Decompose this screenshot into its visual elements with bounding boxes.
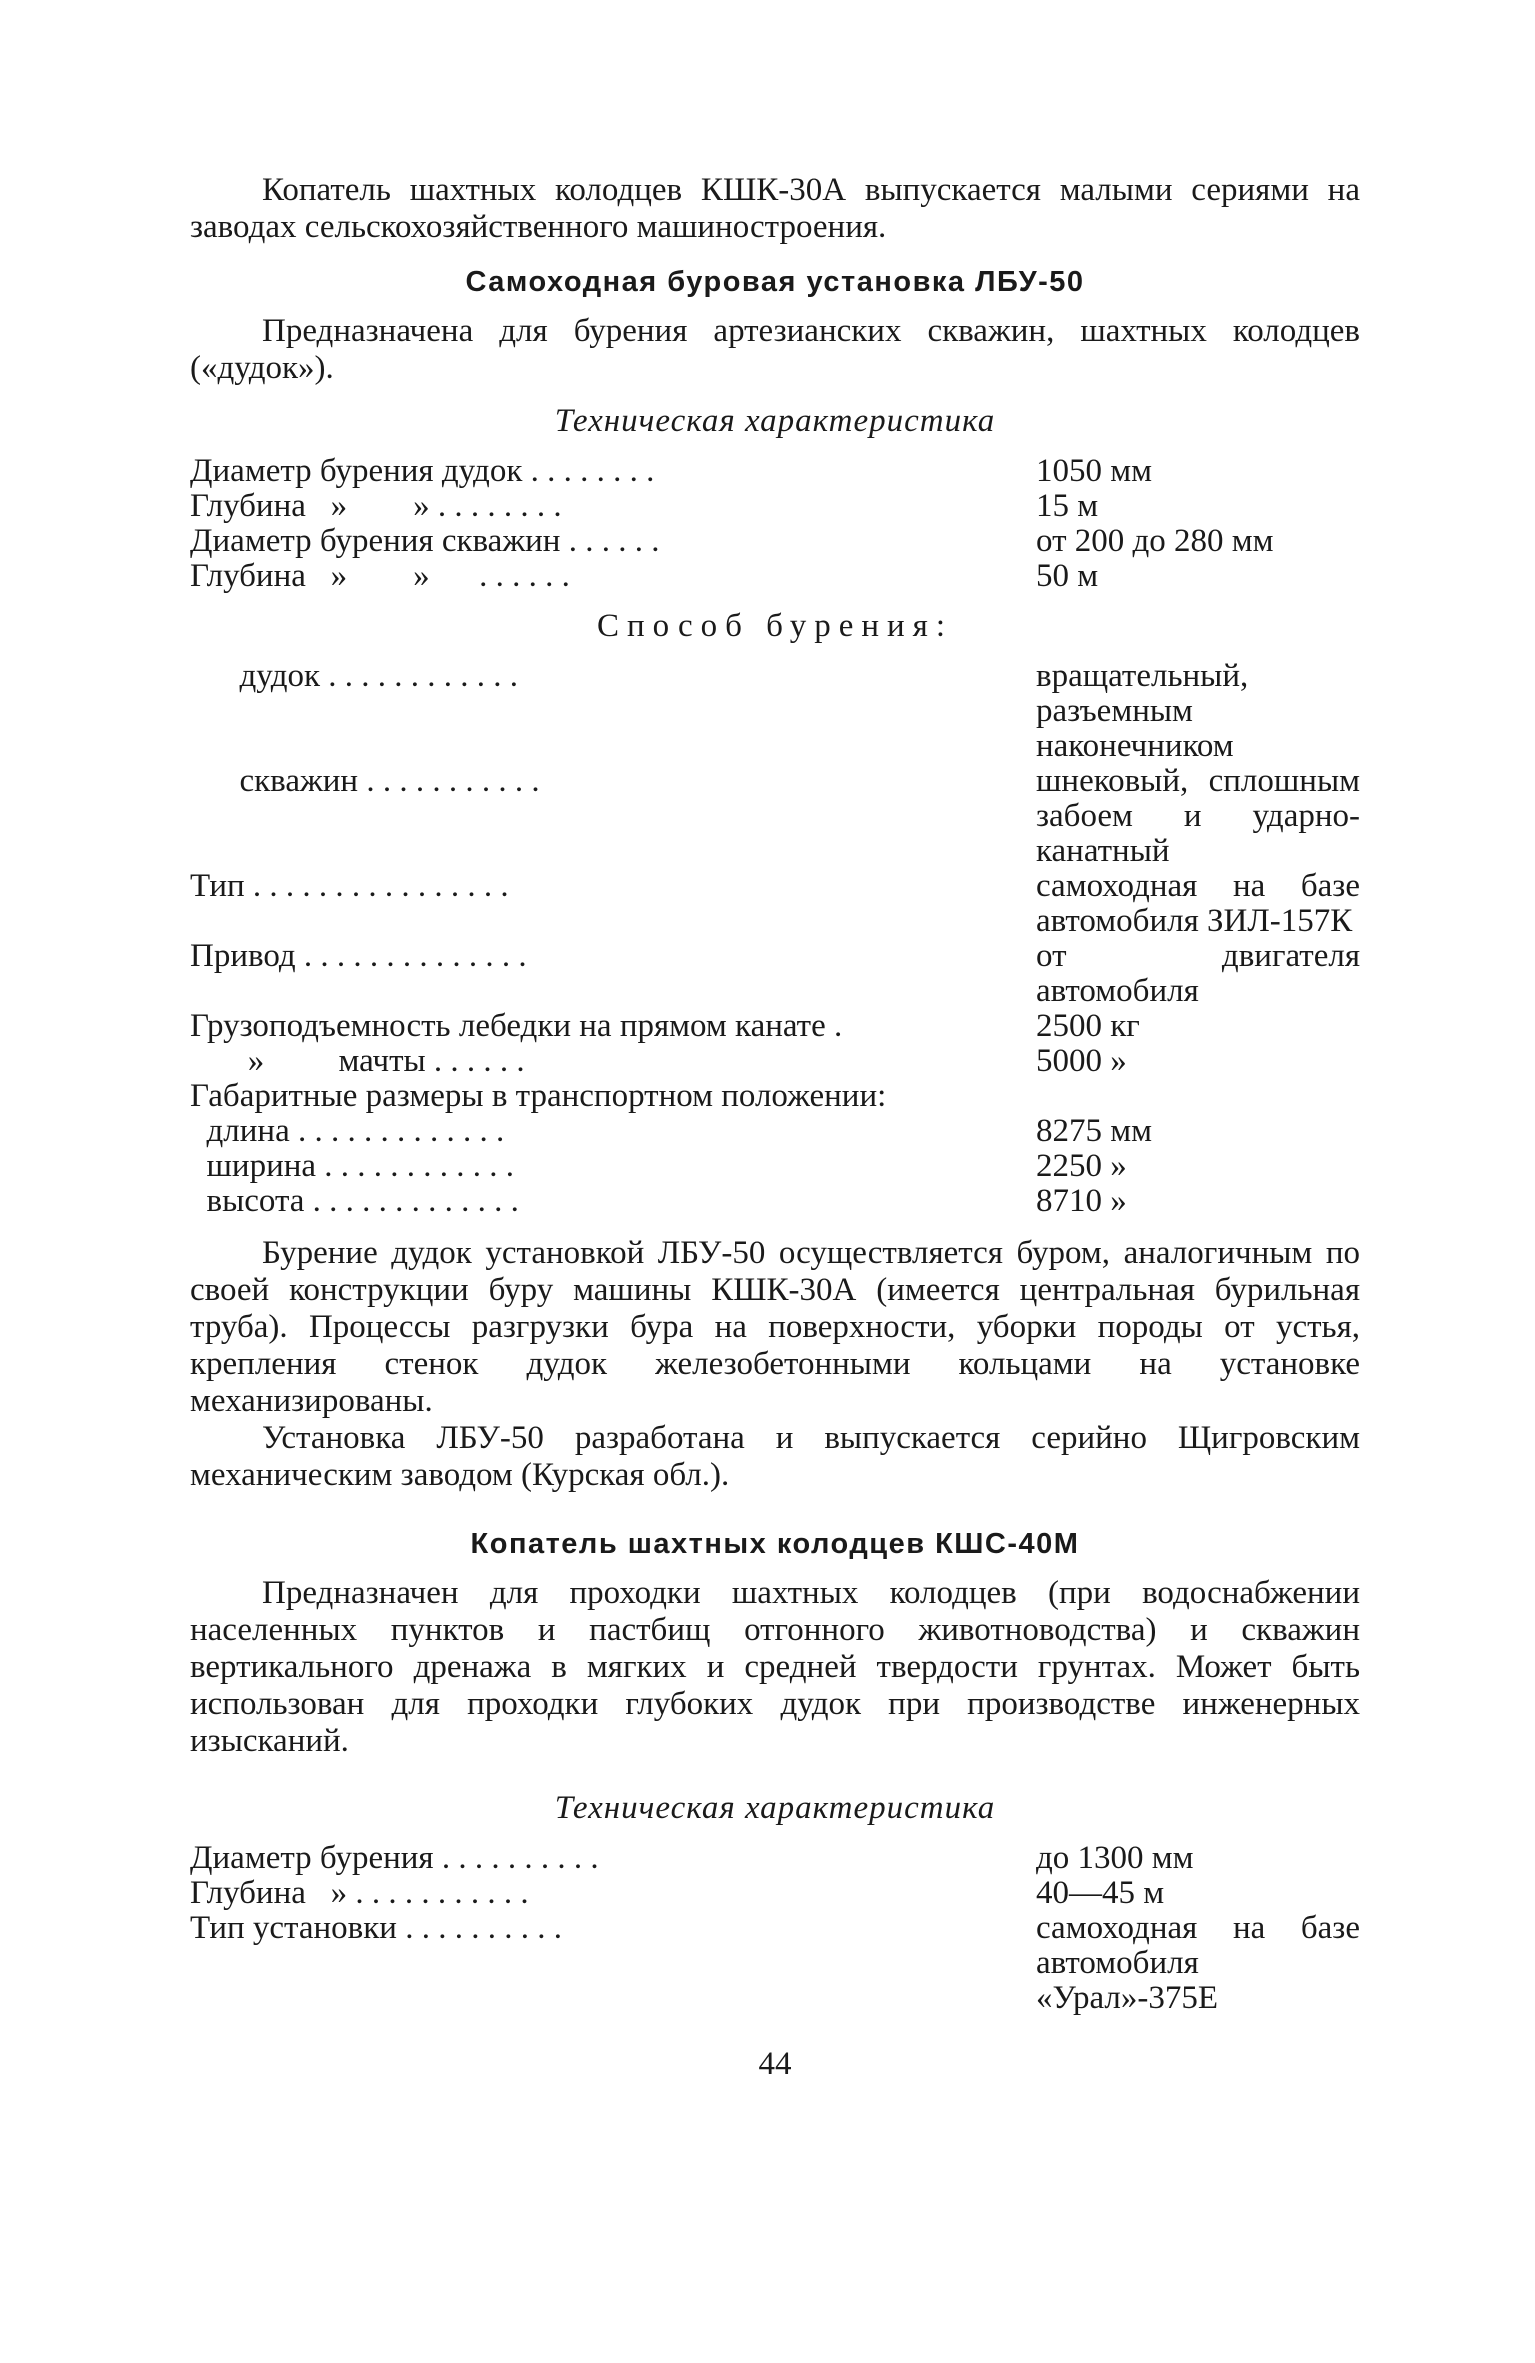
spec-value: 8710 » (1036, 1183, 1127, 1219)
spec-label: Тип . . . . . . . . . . . . . . . . (190, 869, 509, 904)
spec-row (190, 869, 1360, 939)
spec-label: дудок . . . . . . . . . . . . (190, 659, 519, 694)
spec-label: Привод . . . . . . . . . . . . . . (190, 939, 527, 974)
spec-value: до 1300 мм (1036, 1840, 1194, 1876)
section2-title: Копатель шахтных колодцев КШС-40М (470, 1528, 1080, 1560)
dimensions-title: Габаритные размеры в транспортном положении: (190, 1078, 887, 1114)
spec-row (190, 659, 1360, 764)
spec-label: Диаметр бурения дудок . . . . . . . . (190, 454, 655, 489)
spec-label: высота . . . . . . . . . . . . . (190, 1184, 519, 1219)
spec-label: длина . . . . . . . . . . . . . (190, 1114, 505, 1149)
spec-label: Глубина » » . . . . . . . . (190, 489, 562, 524)
section1-paragraph-1: Бурение дудок установкой ЛБУ-50 осуществляется буром, аналогичным по своей конструкции буру машины КШК-30А (имеется центральная бурильная труба). Процессы разгрузки бура на поверхности, уборки породы от устья, крепления стенок дудок железобетонными кольцами на установке механизированы. (190, 1235, 1360, 1419)
spec-value: самоходная на базе автомобиля «Урал»-375Е (1036, 1910, 1360, 2016)
spec-label: Грузоподъемность лебедки на прямом канате . (190, 1009, 843, 1044)
spec-value: шнековый, сплошным забоем и ударно-канатный (1036, 763, 1360, 869)
spec-value: от 200 до 280 мм (1036, 523, 1274, 559)
spec-row (190, 524, 1360, 559)
page (190, 172, 1360, 2083)
spec-label: Диаметр бурения скважин . . . . . . (190, 524, 660, 559)
spec-label: Глубина » . . . . . . . . . . . (190, 1876, 529, 1911)
spec-label: » мачты . . . . . . (190, 1044, 525, 1079)
spec-row (190, 1911, 1360, 2016)
spec-row (190, 454, 1360, 489)
spec-value: вращательный, разъемным наконечником (1036, 658, 1249, 764)
drilling-method-title: Способ бурения: (596, 608, 954, 644)
spec-value: 2500 кг (1036, 1008, 1140, 1044)
spec-label: ширина . . . . . . . . . . . . (190, 1149, 515, 1184)
spec-value: 5000 » (1036, 1043, 1127, 1079)
spec-label: Тип установки . . . . . . . . . . (190, 1911, 562, 1946)
spec-row (190, 1184, 1360, 1219)
spec-value: 50 м (1036, 558, 1099, 594)
spec-row (190, 939, 1360, 1009)
spec-value: от двигателя автомобиля (1036, 938, 1360, 1009)
drilling-spec-table (190, 659, 1360, 1219)
spec-value: 2250 » (1036, 1148, 1127, 1184)
spec-row (190, 489, 1360, 524)
section2-purpose: Предназначен для проходки шахтных колодцев (при водоснабжении населенных пунктов и пастбищ отгонного животноводства) и скважин вертикального дренажа в мягких и средней твердости грунтах. Может быть использован для проходки глубоких дудок при производстве инженерных изысканий. (190, 1575, 1360, 1759)
spec-label: скважин . . . . . . . . . . . (190, 764, 540, 799)
spec-value: 8275 мм (1036, 1113, 1153, 1149)
spec-label: Диаметр бурения . . . . . . . . . . (190, 1841, 599, 1876)
section2-spec-table (190, 1841, 1360, 2016)
section1-paragraph-2: Установка ЛБУ-50 разработана и выпускается серийно Щигровским механическим заводом (Курская обл.). (190, 1420, 1360, 1493)
spec-row (190, 764, 1360, 869)
spec-row (190, 1841, 1360, 1876)
intro-paragraph: Копатель шахтных колодцев КШК-30А выпускается малыми сериями на заводах сельскохозяйственного машиностроения. (190, 172, 1360, 245)
spec-row (190, 1876, 1360, 1911)
section1-spec-title: Техническая характеристика (554, 403, 996, 439)
spec-row (190, 1044, 1360, 1079)
spec-value: самоходная на базе автомобиля ЗИЛ-157К (1036, 868, 1360, 939)
section2-spec-title: Техническая характеристика (554, 1790, 996, 1826)
spec-row (190, 1009, 1360, 1044)
spec-value: 15 м (1036, 488, 1099, 524)
spec-value: 40—45 м (1036, 1875, 1165, 1911)
spec-row (190, 1114, 1360, 1149)
page-number: 44 (758, 2046, 792, 2082)
spec-value: 1050 мм (1036, 453, 1153, 489)
section1-purpose: Предназначена для бурения артезианских скважин, шахтных колодцев («дудок»). (190, 313, 1360, 386)
spec-row (190, 559, 1360, 594)
spec-label: Глубина » » . . . . . . (190, 559, 570, 594)
section1-title: Самоходная буровая установка ЛБУ-50 (465, 266, 1085, 298)
spec-row (190, 1149, 1360, 1184)
section1-spec-table (190, 454, 1360, 594)
